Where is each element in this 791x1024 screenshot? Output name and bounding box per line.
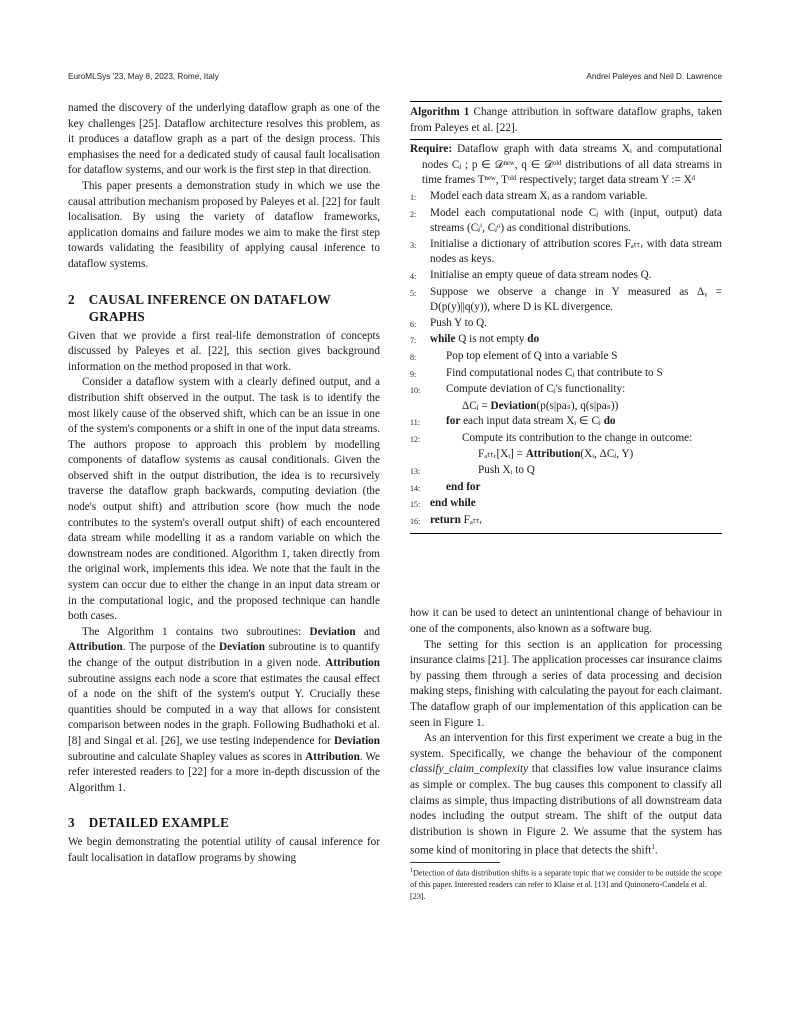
algorithm-line	[410, 496, 722, 513]
algorithm-line-number: 8:	[410, 352, 417, 362]
footnote-number: 1	[410, 868, 413, 874]
algorithm-line-text	[430, 237, 722, 268]
algorithm-line-text	[430, 349, 722, 366]
algorithm-line	[410, 268, 722, 285]
paragraph-example-intro: We begin demonstrating the potential utility of causal inference for fault localisation in dataflow programs by showing	[68, 836, 380, 864]
algorithm-line-number: 6:	[410, 319, 417, 329]
algorithm-text: Find computational nodes Cⱼ that contribute to S	[446, 366, 663, 379]
paragraph-insurance-setting: The setting for this section is an application for processing insurance claims [21]. The application processes car insurance claims by passing them through a series of data processing and decision making steps, finishing with calculating the payout for each claimant. The dataflow graph of our implementation of this application can be seen in Figure 1.	[410, 638, 722, 729]
algorithm-line-number: 10:	[410, 386, 421, 396]
algorithm-line-number: 16:	[410, 516, 421, 526]
right-column	[410, 101, 722, 860]
term-deviation: Deviation	[219, 641, 265, 654]
algorithm-label: Algorithm 1	[410, 106, 470, 118]
algorithm-keyword: end for	[446, 480, 481, 493]
algorithm-keyword: do	[603, 415, 616, 428]
algorithm-text: (Xᵢ, ΔCⱼ, Y)	[580, 448, 634, 461]
algorithm-line	[410, 332, 722, 349]
text-span: As an intervention for this first experiment we create a bug in the system. Specifically, we change the behaviour of the component	[410, 732, 722, 760]
algorithm-keyword: Deviation	[490, 399, 537, 412]
algorithm-caption-text: Change attribution in software dataflow graphs, taken from Paleyes et al. [22].	[410, 106, 722, 134]
algorithm-text: Compute deviation of Cⱼ's functionality:	[446, 383, 626, 396]
section-3-title: DETAILED EXAMPLE	[88, 815, 230, 831]
algorithm-line-text	[430, 496, 722, 513]
algorithm-require	[410, 142, 722, 189]
algorithm-lines	[410, 189, 722, 529]
algorithm-line-number: 9:	[410, 369, 417, 379]
algorithm-line-text	[430, 513, 722, 530]
algorithm-line-number: 5:	[410, 288, 417, 298]
algorithm-keyword: end while	[430, 497, 476, 510]
algorithm-line-text	[430, 399, 722, 415]
algorithm-line	[410, 382, 722, 399]
algorithm-text: Suppose we observe a change in Y measured as Δᵧ = D(p(y)||q(y)), where D is KL divergence.	[430, 285, 722, 314]
algorithm-box	[410, 101, 722, 534]
algorithm-line-number: 7:	[410, 336, 417, 346]
algorithm-line-text	[430, 447, 722, 463]
algorithm-line-text	[430, 189, 722, 206]
paragraph-subroutines	[68, 625, 380, 797]
algorithm-line	[410, 431, 722, 448]
paragraph-method: Consider a dataflow system with a clearly defined output, and a distribution shift observed in the output. The task is to identify the most likely cause of the observed shift, which can be an issue in one of the system's components or a shift in one of the input data streams. The authors propose to approach this problem by modelling components of dataflow systems as causal conditionals. Given the observed shift in the output distribution, the idea is to recursively traverse the dataflow graph backwards, computing deviation (the node's output shift) and attribution score (how much the node contributes to the system's overall output shift) of each encountered data stream while modelling it as a random variable on which the downstream nodes are conditioned. Algorithm 1, taken directly from the original work, implements this idea. We note that the fault in the system can occur due to either the change in an input data stream or in the computational logic, and the proposed technique can handle both cases.	[68, 376, 380, 623]
require-text: Dataflow graph with data streams Xᵢ and computational nodes Cⱼ ; p ∈ 𝒟ⁿᵉʷ, q ∈ 𝒟ᵒˡᵈ distributions of all data streams in time frames Tⁿᵉʷ, Tᵒˡᵈ respectively; target data stream Y := Xᵈ	[422, 143, 722, 187]
algorithm-line-number	[410, 399, 430, 415]
algorithm-line-text	[430, 480, 722, 497]
algorithm-text: Initialise an empty queue of data stream nodes Q.	[430, 268, 652, 281]
algorithm-line-number: 2:	[410, 209, 417, 219]
paragraph-background: Given that we provide a first real-life demonstration of concepts discussed by Paleyes et al. [22], this section gives background information on the method proposed in that work.	[68, 329, 380, 373]
term-attribution: Attribution	[305, 750, 360, 763]
footnote	[410, 866, 722, 903]
algorithm-line-text	[430, 316, 722, 333]
algorithm-keyword: while	[430, 333, 456, 346]
algorithm-line	[410, 285, 722, 316]
paragraph-bug-intro: how it can be used to detect an unintentional change of behaviour in one of the components, also known as a software bug.	[410, 607, 722, 636]
algorithm-text: Push Y to Q.	[430, 316, 487, 329]
algorithm-text: (p(s|paₛ), q(s|paₛ))	[536, 399, 619, 412]
algorithm-line-number: 15:	[410, 500, 421, 510]
algorithm-text: Model each computational node Cⱼ with (input, output) data streams (Cⱼⁱ, Cⱼᵒ) as conditional distributions.	[430, 206, 722, 235]
running-header-authors: Andrei Paleyes and Neil D. Lawrence	[586, 72, 722, 81]
algorithm-line	[410, 349, 722, 366]
algorithm-text: Compute its contribution to the change in outcome:	[462, 431, 693, 444]
algorithm-line	[410, 399, 722, 415]
algorithm-line-text	[430, 382, 722, 399]
running-header-venue: EuroMLSys '23, May 8, 2023, Rome, Italy	[68, 72, 219, 81]
section-3-heading	[68, 814, 380, 831]
algorithm-text: each input data stream Xᵢ ∈ Cⱼ	[460, 415, 604, 428]
paragraph-intro-end: named the discovery of the underlying dataflow graph as one of the key challenges [25]. Dataflow architecture resolves this problem, as it produces a dataflow graph as a part of the design process. This emphasises the need for a dedicated study of causal fault localisation for dataflow systems, and our work is the first step in that direction.	[68, 102, 380, 177]
term-deviation: Deviation	[309, 625, 356, 638]
text-span: subroutine is to quantify the change of the output distribution in a given node.	[68, 641, 380, 669]
text-span: subroutine and calculate Shapley values as scores in	[68, 750, 306, 763]
paragraph-intervention	[410, 731, 722, 859]
algorithm-line	[410, 463, 722, 480]
algorithm-line	[410, 480, 722, 497]
algorithm-line-number: 4:	[410, 271, 417, 281]
algorithm-line-number	[410, 447, 430, 463]
algorithm-line	[410, 447, 722, 463]
section-3-number: 3	[68, 815, 75, 831]
algorithm-line-number: 14:	[410, 483, 421, 493]
algorithm-text: Q is not empty	[455, 333, 528, 346]
algorithm-line-number: 3:	[410, 240, 417, 250]
text-span: that classifies low value insurance claims as simple or complex. The bug causes this component to classify all claims as simple, thus impacting distributions of all downstream data nodes including the output stream. The shift of the output data distribution is shown in Figure 2. We assume that the system has some kind of monitoring in place that detects the shift	[410, 763, 722, 858]
section-2-number: 2	[68, 291, 75, 307]
algorithm-line-text	[430, 431, 722, 448]
algorithm-line-text	[430, 268, 722, 285]
text-span: subroutine assigns each node a score that estimates the causal effect of a node on the shift of the system's output Y. Crucially these quantities should be computed in a way that allows for consistent comparison between nodes in the graph. Following Budhathoki et al. [8] and Singal et al. [26], we use testing independence for	[68, 672, 380, 747]
algorithm-line-number: 11:	[410, 418, 420, 428]
algorithm-line-number: 1:	[410, 192, 417, 202]
algorithm-line	[410, 513, 722, 530]
algorithm-line-number: 12:	[410, 434, 421, 444]
text-span: .	[654, 845, 658, 858]
text-span: . We refer interested readers to [22] for a more in-depth discussion of the Algorithm 1.	[68, 750, 380, 794]
algorithm-line	[410, 316, 722, 333]
algorithm-line	[410, 206, 722, 237]
term-attribution: Attribution	[325, 657, 380, 669]
algorithm-line	[410, 237, 722, 268]
section-2-title: CAUSAL INFERENCE ON DATAFLOW GRAPHS	[88, 291, 331, 324]
algorithm-line-text	[430, 332, 722, 349]
section-2-heading	[68, 291, 380, 325]
algorithm-line-text	[430, 366, 722, 383]
algorithm-line-text	[430, 463, 722, 480]
algorithm-text: Pop top element of Q into a variable S	[446, 349, 618, 362]
component-name: classify_claim_complexity	[410, 763, 529, 776]
text-span: . The purpose of the	[122, 641, 219, 654]
algorithm-caption	[410, 102, 722, 140]
require-label: Require:	[410, 143, 453, 156]
footnote-text: Detection of data distribution shifts is a separate topic that we consider to be outside the scope of this paper. Interested readers can refer to Klaise et al. [13] and Quinonero-Candela et al. [23].	[410, 868, 722, 901]
algorithm-keyword: do	[527, 333, 540, 346]
algorithm-line-text	[430, 206, 722, 237]
algorithm-text: Fₐₜₜᵣ	[460, 513, 483, 526]
algorithm-text: Model each data stream Xᵢ as a random variable.	[430, 189, 648, 202]
algorithm-line	[410, 366, 722, 383]
paragraph-demonstration-study: This paper presents a demonstration study in which we use the causal attribution mechanism proposed by Paleyes et al. [22] for fault localisation. By using the variety of dataflow frameworks, application domains and failure modes we aim to make the first step towards validating the feasibility of applying causal inference to dataflow systems.	[68, 179, 380, 270]
algorithm-line-text	[430, 285, 722, 316]
text-span: and	[355, 625, 380, 638]
footnote-marker[interactable]: 1	[651, 843, 655, 852]
algorithm-text: Initialise a dictionary of attribution scores Fₐₜₜᵣ with data stream nodes as keys.	[430, 237, 722, 266]
algorithm-text: ΔCⱼ =	[462, 399, 491, 412]
algorithm-text: Fₐₜₜᵣ[Xᵢ] =	[478, 448, 526, 461]
footnote-divider	[410, 862, 500, 863]
algorithm-line-text	[430, 414, 722, 431]
right-text	[410, 606, 722, 859]
algorithm-text: Push Xᵢ to Q	[478, 464, 535, 477]
algorithm-keyword: for	[446, 415, 461, 428]
algorithm-line-number: 13:	[410, 467, 421, 477]
algorithm-keyword: Attribution	[525, 448, 581, 461]
algorithm-line	[410, 414, 722, 431]
term-attribution: Attribution	[68, 641, 123, 654]
algorithm-line	[410, 189, 722, 206]
text-span: The Algorithm 1 contains two subroutines:	[82, 625, 310, 638]
algorithm-keyword: return	[430, 513, 461, 526]
left-column	[68, 101, 380, 867]
term-deviation: Deviation	[334, 734, 380, 747]
